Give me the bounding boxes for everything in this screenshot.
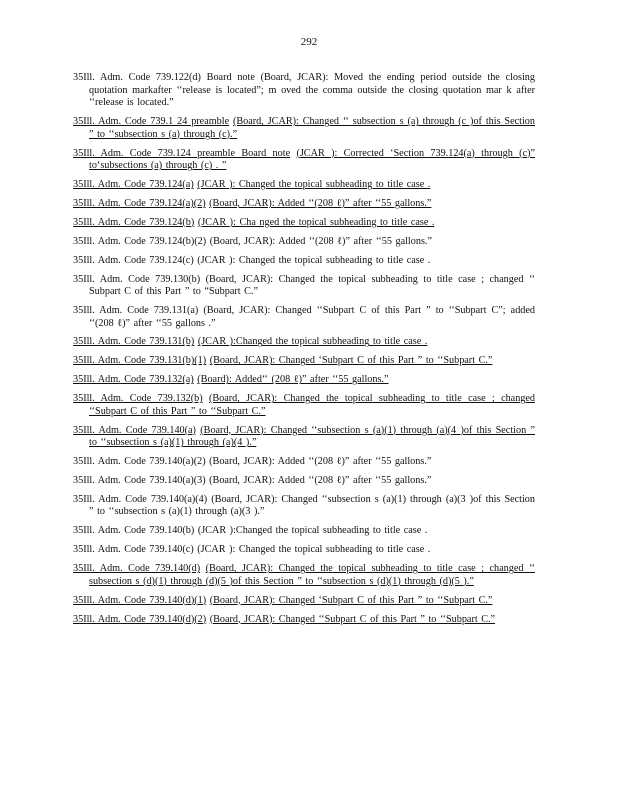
amendment-entry — [73, 179, 535, 192]
entry-citation: 35Ill. Adm. Code 739.132(b) — [73, 393, 203, 405]
amendment-entry — [73, 475, 535, 488]
amendment-entry — [73, 614, 535, 627]
entry-description: (Board, JCAR): Changed the topical subheading to title case ; changed ‘‘ Subpart C of this Part ” to “Subpart C.” — [89, 273, 535, 298]
entry-citation: 35Ill. Adm. Code 739.140(a)(3) — [73, 475, 206, 486]
amendment-list — [73, 72, 535, 632]
amendment-entry — [73, 274, 535, 299]
amendment-entry — [73, 336, 535, 349]
entry-description: (Board, JCAR): Changed ‘‘subsection s (a)(1) through (a)(3 )of this Section ” to ‘‘subsection s (a)(1) through (a)(3 ).” — [89, 493, 535, 518]
entry-description: (JCAR ): Changed the topical subheading to title case . — [197, 254, 431, 266]
entry-citation: 35Ill. Adm. Code 739.140(a)(4) — [73, 493, 208, 505]
entry-citation: 35Ill. Adm. Code 739.124 preamble Board note — [73, 147, 291, 159]
entry-citation: 35Ill. Adm. Code 739.140(d) — [73, 563, 201, 575]
entry-description: (Board, JCAR): Added ‘‘(208 ℓ)” after ‘‘55 gallons.” — [209, 197, 432, 209]
amendment-entry — [73, 525, 535, 538]
entry-description: (Board, JCAR): Changed ‘Subpart C of this Part ” to ‘‘Subpart C.” — [209, 594, 493, 606]
entry-citation: 35Ill. Adm. Code 739.140(a)(2) — [73, 456, 206, 468]
amendment-entry — [73, 393, 535, 418]
entry-description: (Board, JCAR): Changed ‘Subpart C of this Part ” to ‘‘Subpart C.” — [209, 355, 493, 367]
amendment-entry — [73, 563, 535, 588]
amendment-entry — [73, 494, 535, 519]
entry-description: (Board, JCAR): Added ‘‘(208 ℓ)” after ‘‘55 gallons.” — [209, 475, 432, 486]
entry-citation: 35Ill. Adm. Code 739.131(b) — [73, 336, 195, 348]
entry-description: (Board, JCAR): Changed the topical subheading to title case ; changed ‘‘ subsection s (d)(1) through (d)(5 )of this Section ” to ‘‘subsection s (d)(1) through (d)(5 ).” — [89, 563, 535, 587]
entry-citation: 35Ill. Adm. Code 739.122(d) — [73, 72, 201, 83]
entry-description: Board note (Board, JCAR): Moved the ending period outside the closing quotation markafter ‘‘release is located”; m oved the comma outside the closing quotation mar k after ‘‘release is located.” — [89, 72, 535, 109]
entry-description: (JCAR ): Corrected ‘Section 739.124(a) through (c)” to‘subsections (a) through (c) . ” — [89, 147, 536, 172]
entry-description: (Board): Added‘‘ (208 ℓ)” after ‘‘55 gallons.” — [197, 374, 389, 386]
entry-description: (Board, JCAR): Changed ‘‘Subpart C of this Part ” to ‘‘Subpart C.” — [209, 613, 496, 625]
amendment-entry — [73, 374, 535, 387]
amendment-entry — [73, 72, 535, 110]
entry-description: (JCAR ):Changed the topical subheading to title case . — [197, 525, 428, 537]
entry-citation: 35Ill. Adm. Code 739.132(a) — [73, 374, 194, 386]
amendment-entry — [73, 148, 535, 173]
entry-description: (JCAR ): Changed the topical subheading to title case . — [197, 179, 431, 191]
entry-description: (JCAR ):Changed the topical subheading to title case . — [197, 336, 428, 348]
entry-citation: 35Ill. Adm. Code 739.140(a) — [73, 424, 196, 436]
amendment-entry — [73, 255, 535, 268]
entry-citation: 35Ill. Adm. Code 739.124(a)(2) — [73, 197, 206, 209]
entry-citation: 35Ill. Adm. Code 739.124(b)(2) — [73, 235, 207, 247]
amendment-entry — [73, 425, 535, 450]
page-number: 292 — [300, 36, 318, 48]
entry-description: (Board, JCAR): Changed ‘‘subsection s (a)(1) through (a)(4 )of this Section ” to ‘‘subsection s (a)(1) through (a)(4 ).” — [89, 424, 535, 449]
entry-description: (JCAR ): Changed the topical subheading to title case . — [197, 544, 431, 556]
entry-citation: 35Ill. Adm. Code 739.124(c) — [73, 254, 194, 266]
entry-description: (JCAR ): Cha nged the topical subheading to title case . — [197, 216, 435, 228]
amendment-entry — [73, 456, 535, 469]
entry-citation: 35Ill. Adm. Code 739.130(b) — [73, 273, 201, 285]
entry-citation: 35Ill. Adm. Code 739.140(c) — [73, 544, 194, 556]
amendment-entry — [73, 305, 535, 330]
amendment-entry — [73, 544, 535, 557]
entry-description: (Board, JCAR): Added ‘‘(208 ℓ)” after ‘‘55 gallons.” — [209, 235, 432, 247]
entry-description: (Board, JCAR): Added ‘‘(208 ℓ)” after ‘‘55 gallons.” — [209, 456, 432, 468]
amendment-entry — [73, 355, 535, 368]
entry-citation: 35Ill. Adm. Code 739.131(a) — [73, 304, 199, 316]
entry-citation: 35Ill. Adm. Code 739.140(d)(2) — [73, 613, 207, 625]
amendment-entry — [73, 217, 535, 230]
entry-description: (Board, JCAR): Changed the topical subheading to title case ; changed ‘‘Subpart C of this Part ” to ‘‘Subpart C.” — [89, 393, 536, 417]
entry-description: (Board, JCAR): Changed ‘‘ subsection s (a) through (c )of this Section ” to ‘‘subsection s (a) through (c).” — [89, 116, 535, 140]
entry-citation: 35Ill. Adm. Code 739.1 24 preamble — [73, 116, 230, 128]
entry-citation: 35Ill. Adm. Code 739.140(b) — [73, 525, 195, 537]
entry-citation: 35Ill. Adm. Code 739.140(d)(1) — [73, 594, 207, 606]
amendment-entry — [73, 595, 535, 608]
amendment-entry — [73, 198, 535, 211]
entry-description: (Board, JCAR): Changed ‘‘Subpart C of this Part ” to ‘‘Subpart C”; added ‘‘(208 ℓ)” after ‘‘55 gallons .” — [89, 304, 535, 329]
amendment-entry — [73, 236, 535, 249]
amendment-entry — [73, 116, 535, 141]
entry-citation: 35Ill. Adm. Code 739.124(a) — [73, 179, 194, 191]
entry-citation: 35Ill. Adm. Code 739.131(b)(1) — [73, 355, 207, 367]
entry-citation: 35Ill. Adm. Code 739.124(b) — [73, 216, 195, 228]
